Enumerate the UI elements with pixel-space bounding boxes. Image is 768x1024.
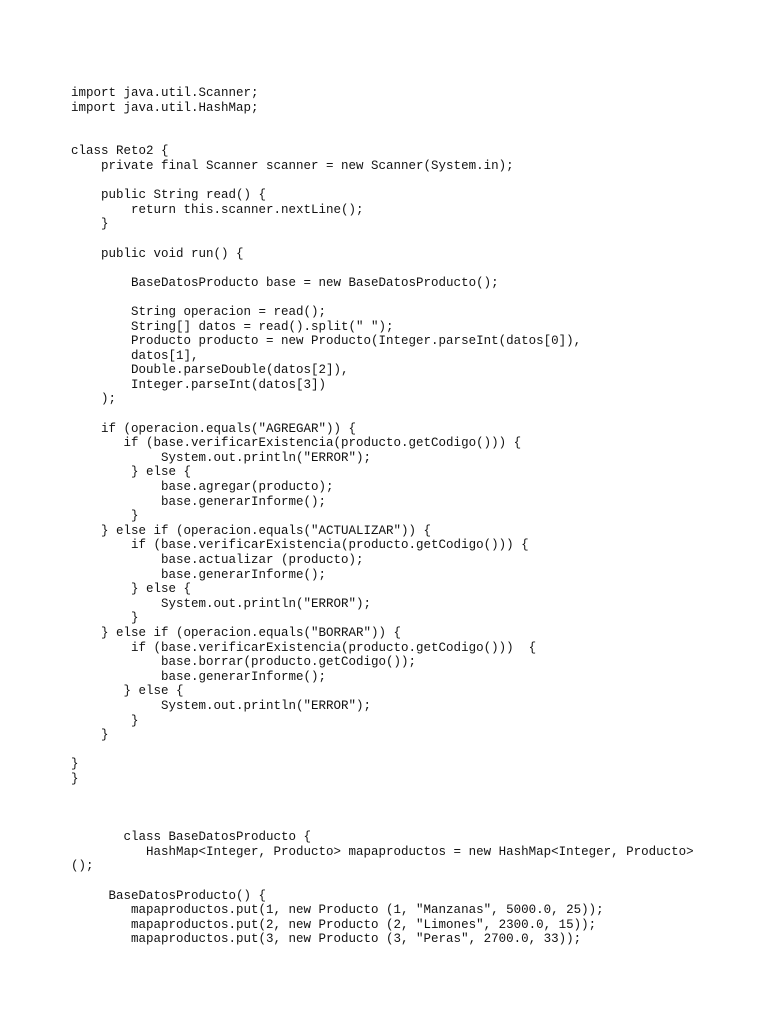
code-line: public String read() { [71,188,267,203]
code-line: HashMap<Integer, Producto> mapaproductos = new HashMap<Integer, Producto> [71,844,694,859]
code-line: System.out.println("ERROR"); [71,596,372,611]
code-line: if (operacion.equals("AGREGAR")) { [71,421,357,436]
code-block [71,86,751,947]
code-line [71,407,751,422]
code-line [71,115,751,130]
code-line: public void run() { [71,246,244,261]
code-line: base.actualizar (producto); [71,553,364,567]
code-line: } [71,611,139,626]
code-line: } else { [71,465,192,480]
code-line: BaseDatosProducto() { [71,888,267,903]
code-line [71,232,751,247]
code-line: mapaproductos.put(2, new Producto (2, "Limones", 2300.0, 15)); [71,917,597,932]
code-line: base.generarInforme(); [71,494,327,509]
code-line: Integer.parseInt(datos[3]) [71,377,327,392]
code-line: class Reto2 { [71,144,169,159]
code-line: base.agregar(producto); [71,480,334,495]
code-line: class BaseDatosProducto { [71,830,312,845]
code-line: } else if (operacion.equals("BORRAR")) { [71,625,402,640]
code-line: return this.scanner.nextLine(); [71,202,364,217]
code-line: (); [71,859,94,874]
code-line: Producto producto = new Producto(Integer.parseInt(datos[0]), [71,334,582,349]
code-line [71,130,751,145]
code-line: } else if (operacion.equals("ACTUALIZAR")) { [71,523,432,538]
code-line: mapaproductos.put(3, new Producto (3, "Peras", 2700.0, 33)); [71,932,582,947]
code-line: private final Scanner scanner = new Scanner(System.in); [71,158,514,173]
code-line: } [71,509,139,524]
code-line: System.out.println("ERROR"); [71,450,372,465]
code-line: if (base.verificarExistencia(producto.getCodigo())) { [71,538,529,553]
code-line: import java.util.Scanner; [71,86,259,100]
code-line [71,874,751,889]
code-line: ); [71,392,117,407]
code-line [71,743,751,758]
code-line [71,261,751,276]
code-line: import java.util.HashMap; [71,100,259,115]
code-line: Double.parseDouble(datos[2]), [71,363,349,378]
code-line [71,290,751,305]
code-line [71,801,751,816]
code-line: } [71,757,79,772]
code-line: base.borrar(producto.getCodigo()); [71,655,417,670]
code-line: } [71,713,139,728]
code-line [71,816,751,831]
code-line: System.out.println("ERROR"); [71,698,372,713]
code-line: base.generarInforme(); [71,567,327,582]
code-line: String[] datos = read().split(" "); [71,319,394,334]
code-line: } [71,217,109,232]
code-line: BaseDatosProducto base = new BaseDatosProducto(); [71,275,499,290]
code-line: mapaproductos.put(1, new Producto (1, "Manzanas", 5000.0, 25)); [71,903,604,918]
code-line: datos[1], [71,348,199,363]
code-line: } [71,728,109,743]
code-line: String operacion = read(); [71,304,327,319]
code-line: if (base.verificarExistencia(producto.getCodigo())) { [71,640,537,655]
code-line [71,174,751,189]
code-line [71,787,751,802]
code-line: } else { [71,684,184,699]
code-line: } [71,771,79,786]
code-line: if (base.verificarExistencia(producto.getCodigo())) { [71,436,522,451]
code-line: } else { [71,582,192,597]
code-line: base.generarInforme(); [71,669,327,684]
